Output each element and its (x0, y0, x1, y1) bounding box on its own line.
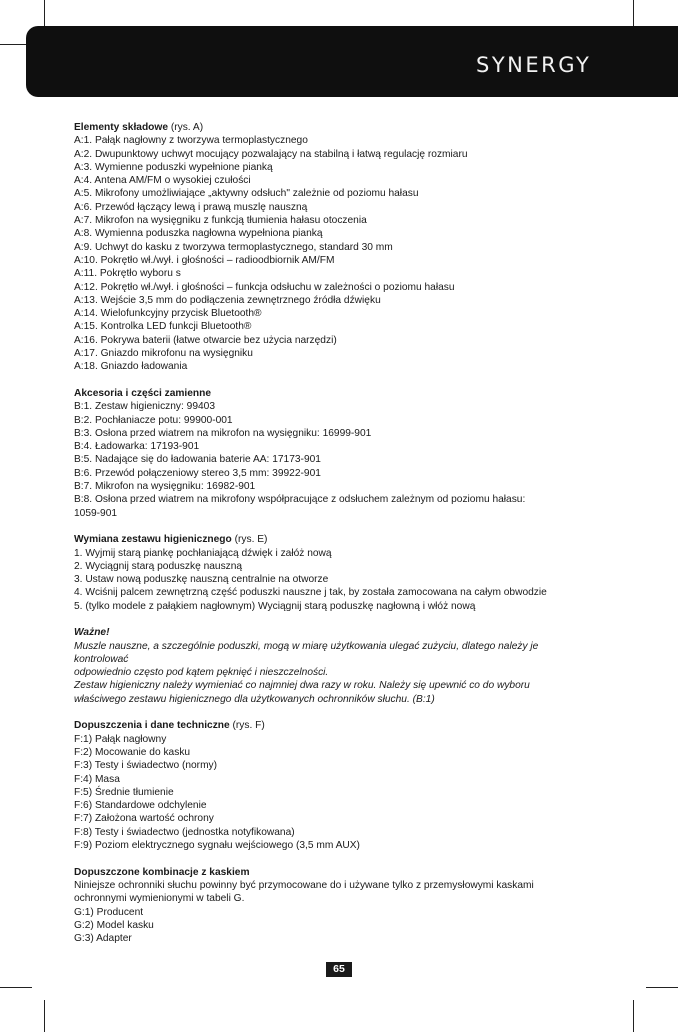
list-item: 4. Wciśnij palcem zewnętrzną część poduszki nauszne j tak, by została zamocowana na całym obwodzie (74, 587, 547, 599)
page-number: 65 (326, 962, 352, 977)
crop-mark (633, 1000, 634, 1032)
list-item: F:2) Mocowanie do kasku (74, 746, 191, 758)
list-item: B:8. Osłona przed wiatrem na mikrofony współpracujące z odsłuchem zależnym od poziomu hałasu: (74, 494, 526, 506)
list-item: A:9. Uchwyt do kasku z tworzywa termoplastycznego, standard 30 mm (74, 241, 393, 253)
list-item: A:17. Gniazdo mikrofonu na wysięgniku (74, 348, 253, 360)
section-title: Dopuszczone kombinacje z kaskiem (74, 866, 250, 878)
crop-mark (44, 1000, 45, 1032)
accessories-list (74, 400, 594, 520)
list-item: F:4) Masa (74, 773, 120, 785)
crop-mark (0, 987, 32, 988)
list-item: Muszle nauszne, a szczególnie poduszki, mogą w miarę użytkowania ulegać zużyciu, dlatego należy je (74, 640, 539, 652)
list-item: A:16. Pokrywa baterii (łatwe otwarcie bez użycia narzędzi) (74, 334, 337, 346)
list-item: A:14. Wielofunkcyjny przycisk Bluetooth® (74, 308, 262, 320)
section-title: Dopuszczenia i dane techniczne (74, 720, 230, 732)
brand-logo: SYNERGY (476, 53, 592, 77)
list-item: A:12. Pokrętło wł./wył. i głośności – funkcja odsłuchu w zależności o poziomu hałasu (74, 281, 455, 293)
section-heading (74, 719, 594, 732)
list-item: odpowiednio często pod kątem pęknięć i nieszczelności. (74, 667, 329, 679)
list-item: F:3) Testy i świadectwo (normy) (74, 760, 218, 772)
section-ref: (rys. F) (229, 720, 265, 732)
list-item: F:8) Testy i świadectwo (jednostka notyfikowana) (74, 826, 295, 838)
list-item: B:6. Przewód połączeniowy stereo 3,5 mm: 39922-901 (74, 467, 321, 479)
list-item: F:1) Pałąk nagłowny (74, 733, 167, 745)
section-ref: (rys. A) (168, 122, 204, 133)
important-heading: Ważne! (74, 627, 110, 639)
list-item: A:10. Pokrętło wł./wył. i głośności – radioodbiornik AM/FM (74, 254, 335, 266)
technical-list (74, 733, 594, 853)
list-item: F:5) Średnie tłumienie (74, 786, 174, 798)
list-item: F:7) Założona wartość ochrony (74, 813, 214, 825)
list-item: B:5. Nadające się do ładowania baterie AA: 17173-901 (74, 454, 321, 466)
list-item: A:6. Przewód łączący lewą i prawą muszlę nauszną (74, 201, 308, 213)
component-list (74, 134, 594, 373)
list-item: właściwego zestawu higienicznego dla użytkowanych ochronników słuchu. (B:1) (74, 693, 435, 705)
section-heading (74, 533, 594, 546)
list-item: A:4. Antena AM/FM o wysokiej czułości (74, 175, 251, 187)
list-item: B:7. Mikrofon na wysięgniku: 16982-901 (74, 481, 256, 493)
section-title: Elementy składowe (74, 122, 168, 133)
list-item: B:3. Osłona przed wiatrem na mikrofon na wysięgniku: 16999-901 (74, 427, 372, 439)
list-item: F:6) Standardowe odchylenie (74, 800, 207, 812)
hygiene-steps (74, 547, 594, 613)
list-item: A:8. Wymienna poduszka nagłowna wypełniona pianką (74, 228, 323, 240)
list-item: Niniejsze ochronniki słuchu powinny być przymocowane do i używane tylko z przemysłowymi kaskami (74, 879, 534, 891)
section-heading (74, 387, 594, 400)
list-item: A:1. Pałąk nagłowny z tworzywa termoplastycznego (74, 135, 308, 147)
list-item: G:2) Model kasku (74, 919, 154, 931)
list-item: G:1) Producent (74, 906, 144, 918)
list-item: A:11. Pokrętło wyboru s (74, 268, 181, 280)
section-title: Akcesoria i części zamienne (74, 387, 212, 399)
list-item: 3. Ustaw nową poduszkę nauszną centralnie na otworze (74, 574, 329, 586)
section-heading (74, 866, 594, 879)
list-item: 2. Wyciągnij starą poduszkę nauszną (74, 560, 243, 572)
list-item: 5. (tylko modele z pałąkiem nagłownym) Wyciągnij starą poduszkę nagłowną i włóż nową (74, 600, 476, 612)
list-item: G:3) Adapter (74, 933, 132, 945)
list-item: A:5. Mikrofony umożliwiające „aktywny odsłuch" zależnie od poziomu hałasu (74, 188, 419, 200)
section-heading (74, 121, 594, 134)
list-item: A:13. Wejście 3,5 mm do podłączenia zewnętrznego źródła dźwięku (74, 294, 381, 306)
list-item: A:7. Mikrofon na wysięgniku z funkcją tłumienia hałasu otoczenia (74, 215, 367, 227)
crop-mark (646, 987, 678, 988)
list-item: A:15. Kontrolka LED funkcji Bluetooth® (74, 321, 252, 333)
list-item: ochronnymi wymienionymi w tabeli G. (74, 893, 245, 905)
list-item: 1. Wyjmij starą piankę pochłaniającą dźwięk i załóż nową (74, 547, 332, 559)
list-item: Zestaw higieniczny należy wymieniać co najmniej dwa razy w roku. Należy się upewnić co do wyboru (74, 680, 530, 692)
list-item: B:1. Zestaw higieniczny: 99403 (74, 401, 216, 413)
section-title: Wymiana zestawu higienicznego (74, 534, 232, 546)
list-item: A:2. Dwupunktowy uchwyt mocujący pozwalający na stabilną i łatwą regulację rozmiaru (74, 148, 468, 160)
list-item: B:4. Ładowarka: 17193-901 (74, 441, 200, 453)
list-item: A:18. Gniazdo ładowania (74, 361, 188, 373)
page-content (74, 121, 594, 945)
section-ref: (rys. E) (231, 534, 268, 546)
list-item: B:2. Pochłaniacze potu: 99900-001 (74, 414, 233, 426)
important-text (74, 640, 594, 706)
list-item: A:3. Wymienne poduszki wypełnione pianką (74, 161, 273, 173)
list-item: kontrolować (74, 653, 129, 665)
list-item: 1059-901 (74, 507, 118, 519)
list-item: F:9) Poziom elektrycznego sygnału wejściowego (3,5 mm AUX) (74, 840, 360, 852)
helmet-combinations (74, 879, 594, 945)
